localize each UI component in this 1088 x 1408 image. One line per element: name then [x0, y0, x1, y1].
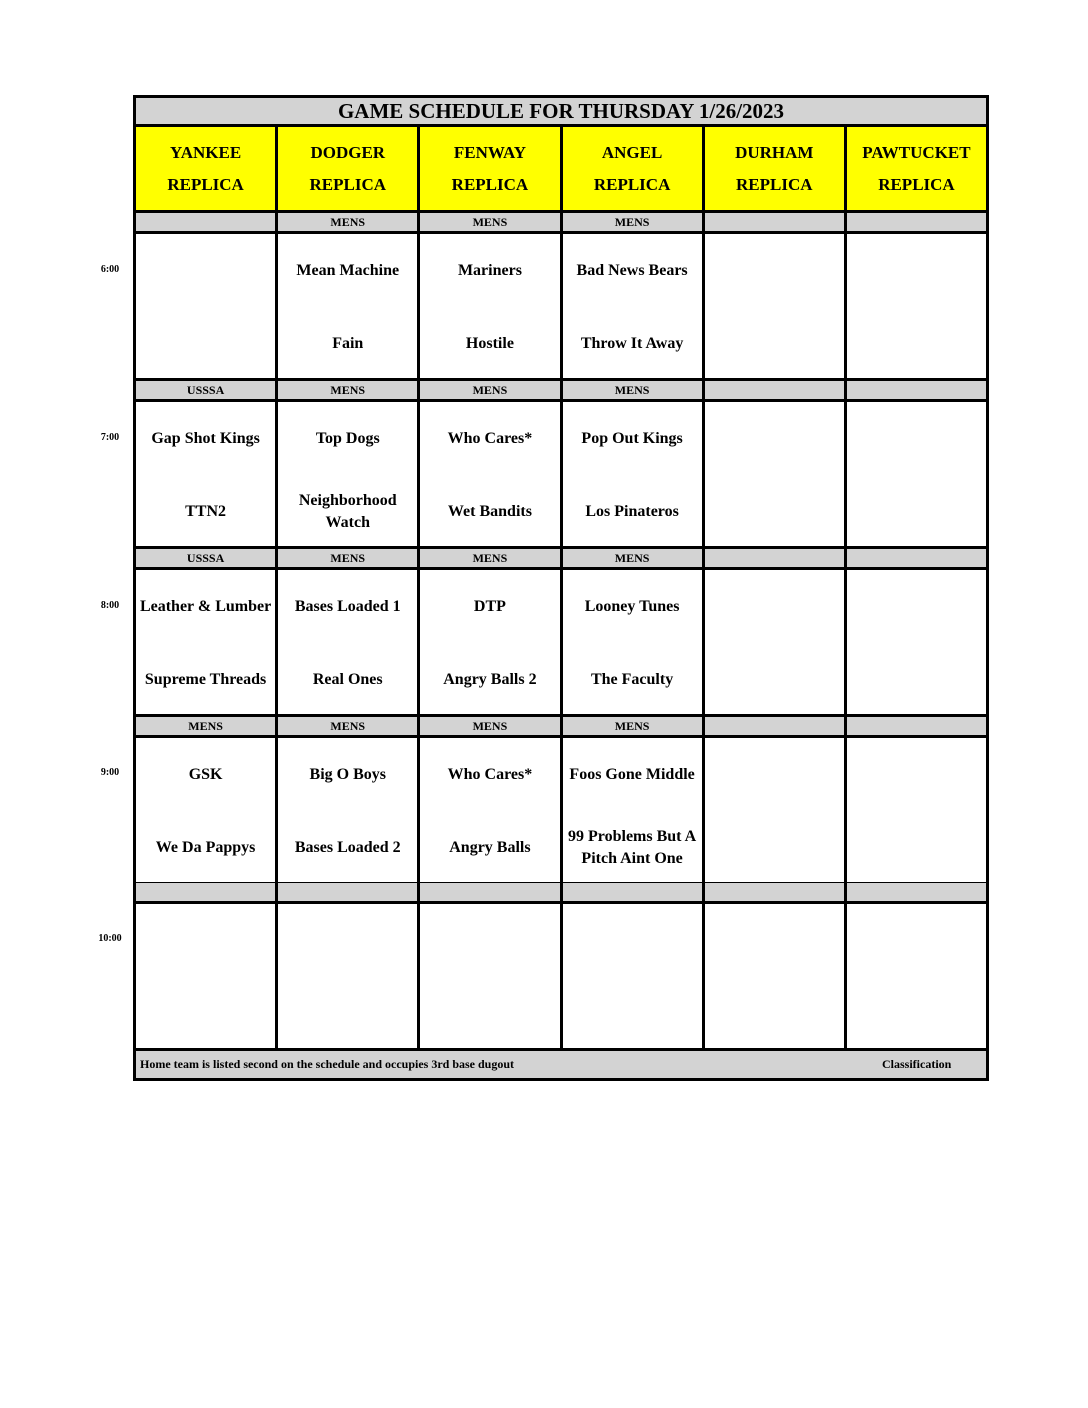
classification-cell — [705, 883, 847, 901]
away-team: Leather & Lumber — [139, 598, 272, 615]
away-team — [138, 246, 273, 296]
home-team — [707, 989, 842, 1039]
classification-cell: MENS — [420, 381, 562, 399]
home-team — [849, 487, 984, 537]
field-type: REPLICA — [736, 174, 813, 194]
home-team: Wet Bandits — [447, 503, 532, 520]
game-cell — [847, 234, 986, 378]
home-team: The Faculty — [590, 671, 674, 688]
away-team — [707, 750, 842, 800]
classification-cell: MENS — [278, 381, 420, 399]
game-cell — [278, 570, 420, 714]
game-cell — [420, 234, 562, 378]
away-team — [707, 414, 842, 464]
field-header-row — [136, 127, 986, 213]
field-name: PAWTUCKET — [862, 142, 971, 162]
classification-row-800 — [136, 549, 986, 570]
game-cell — [705, 570, 847, 714]
away-team: Bad News Bears — [576, 262, 688, 279]
game-row-700 — [136, 402, 986, 549]
game-row-900 — [136, 738, 986, 885]
game-row-800 — [136, 570, 986, 717]
home-team: Angry Balls — [449, 839, 531, 856]
home-team — [707, 655, 842, 705]
time-label: 7:00 — [100, 432, 120, 443]
game-cell — [278, 234, 420, 378]
home-team — [280, 989, 415, 1039]
game-cell — [705, 402, 847, 546]
game-cell — [563, 234, 705, 378]
game-cell — [420, 570, 562, 714]
away-team: Looney Tunes — [584, 598, 680, 615]
classification-cell — [278, 883, 420, 901]
game-cell — [420, 738, 562, 882]
classification-cell: MENS — [420, 717, 562, 735]
away-team — [138, 916, 273, 966]
home-team — [138, 989, 273, 1039]
away-team: Gap Shot Kings — [151, 430, 260, 447]
home-team: Real Ones — [312, 671, 383, 688]
classification-cell: MENS — [563, 381, 705, 399]
game-cell — [847, 904, 986, 1048]
game-cell — [563, 738, 705, 882]
home-team: Throw It Away — [580, 335, 684, 352]
classification-cell — [847, 549, 986, 567]
away-team — [849, 582, 984, 632]
field-type: REPLICA — [309, 174, 387, 194]
classification-cell — [136, 213, 278, 231]
away-team — [707, 582, 842, 632]
classification-row-600 — [136, 213, 986, 234]
away-team: DTP — [473, 598, 506, 615]
game-cell — [136, 402, 278, 546]
classification-cell: MENS — [563, 549, 705, 567]
away-team: Foos Gone Middle — [569, 766, 695, 783]
away-team — [707, 916, 842, 966]
home-team: 99 Problems But A Pitch Aint One — [568, 828, 697, 867]
home-team: Fain — [332, 335, 364, 352]
classification-label: Classification — [882, 1057, 952, 1071]
home-team — [849, 655, 984, 705]
classification-cell — [847, 381, 986, 399]
home-team: Supreme Threads — [144, 671, 267, 688]
classification-cell — [705, 549, 847, 567]
home-team: Hostile — [465, 335, 514, 352]
time-label: 9:00 — [100, 767, 120, 778]
game-cell — [420, 402, 562, 546]
away-team: Top Dogs — [315, 430, 380, 447]
away-team — [280, 916, 415, 966]
game-cell — [705, 904, 847, 1048]
field-header-angel — [563, 127, 705, 210]
home-team — [422, 989, 557, 1039]
field-header-yankee — [136, 127, 278, 210]
game-cell — [278, 402, 420, 546]
game-cell — [563, 570, 705, 714]
time-label: 10:00 — [98, 933, 122, 944]
classification-cell: MENS — [278, 213, 420, 231]
away-team: Bases Loaded 1 — [294, 598, 401, 615]
classification-cell: MENS — [563, 213, 705, 231]
game-cell — [847, 402, 986, 546]
game-cell — [278, 738, 420, 882]
classification-cell — [136, 883, 278, 901]
field-type: REPLICA — [167, 174, 244, 194]
classification-cell: MENS — [136, 717, 278, 735]
field-type: REPLICA — [878, 174, 955, 194]
classification-row-1000 — [136, 883, 986, 904]
away-team: Who Cares* — [447, 430, 533, 447]
game-cell — [563, 904, 705, 1048]
classification-cell — [705, 381, 847, 399]
home-team — [565, 989, 700, 1039]
field-type: REPLICA — [451, 174, 529, 194]
field-header-durham — [705, 127, 847, 210]
game-cell — [563, 402, 705, 546]
home-team — [138, 319, 273, 369]
home-team: Bases Loaded 2 — [294, 839, 401, 856]
away-team — [849, 750, 984, 800]
away-team — [565, 916, 700, 966]
home-team — [707, 487, 842, 537]
away-team — [707, 246, 842, 296]
classification-row-900 — [136, 717, 986, 738]
classification-cell — [847, 883, 986, 901]
home-team: Los Pinateros — [585, 503, 679, 520]
home-team — [849, 319, 984, 369]
away-team — [422, 916, 557, 966]
field-name: ANGEL — [601, 142, 663, 162]
home-team: We Da Pappys — [155, 839, 256, 856]
home-team — [849, 823, 984, 873]
away-team — [849, 414, 984, 464]
away-team: Pop Out Kings — [581, 430, 683, 447]
classification-cell: MENS — [278, 717, 420, 735]
home-team — [707, 319, 842, 369]
classification-cell — [563, 883, 705, 901]
schedule-footer — [136, 1051, 986, 1078]
game-cell — [136, 738, 278, 882]
schedule-table — [133, 95, 989, 1081]
field-header-dodger — [278, 127, 420, 210]
away-team — [849, 246, 984, 296]
classification-row-700 — [136, 381, 986, 402]
field-header-pawtucket — [847, 127, 986, 210]
away-team: Who Cares* — [447, 766, 533, 783]
schedule-title: GAME SCHEDULE FOR THURSDAY 1/26/2023 — [136, 98, 986, 127]
field-name: DURHAM — [735, 142, 814, 162]
away-team: GSK — [188, 766, 223, 783]
away-team: Big O Boys — [309, 766, 386, 783]
classification-cell: USSSA — [136, 549, 278, 567]
home-team-note: Home team is listed second on the schedule and occupies 3rd base dugout — [140, 1057, 515, 1071]
game-cell — [705, 234, 847, 378]
classification-cell: MENS — [563, 717, 705, 735]
field-name: FENWAY — [453, 142, 526, 162]
game-cell — [705, 738, 847, 882]
game-cell — [420, 904, 562, 1048]
classification-cell — [847, 717, 986, 735]
time-label: 6:00 — [100, 264, 120, 275]
game-cell — [136, 570, 278, 714]
home-team: TTN2 — [185, 503, 227, 520]
away-team: Mean Machine — [296, 262, 400, 279]
game-cell — [136, 904, 278, 1048]
classification-cell: USSSA — [136, 381, 278, 399]
home-team: Neighborhood Watch — [298, 492, 397, 531]
field-name: DODGER — [310, 142, 386, 162]
away-team: Mariners — [457, 262, 522, 279]
game-cell — [136, 234, 278, 378]
field-type: REPLICA — [593, 174, 671, 194]
field-name: YANKEE — [170, 142, 242, 162]
game-cell — [847, 738, 986, 882]
home-team — [707, 823, 842, 873]
classification-cell — [847, 213, 986, 231]
classification-cell — [420, 883, 562, 901]
classification-cell: MENS — [420, 549, 562, 567]
time-label: 8:00 — [100, 600, 120, 611]
classification-cell — [705, 717, 847, 735]
classification-cell: MENS — [278, 549, 420, 567]
game-cell — [278, 904, 420, 1048]
game-row-600 — [136, 234, 986, 381]
game-row-1000 — [136, 904, 986, 1051]
game-cell — [847, 570, 986, 714]
classification-cell — [705, 213, 847, 231]
classification-cell: MENS — [420, 213, 562, 231]
home-team: Angry Balls 2 — [443, 671, 537, 688]
away-team — [849, 916, 984, 966]
field-header-fenway — [420, 127, 562, 210]
home-team — [849, 989, 984, 1039]
